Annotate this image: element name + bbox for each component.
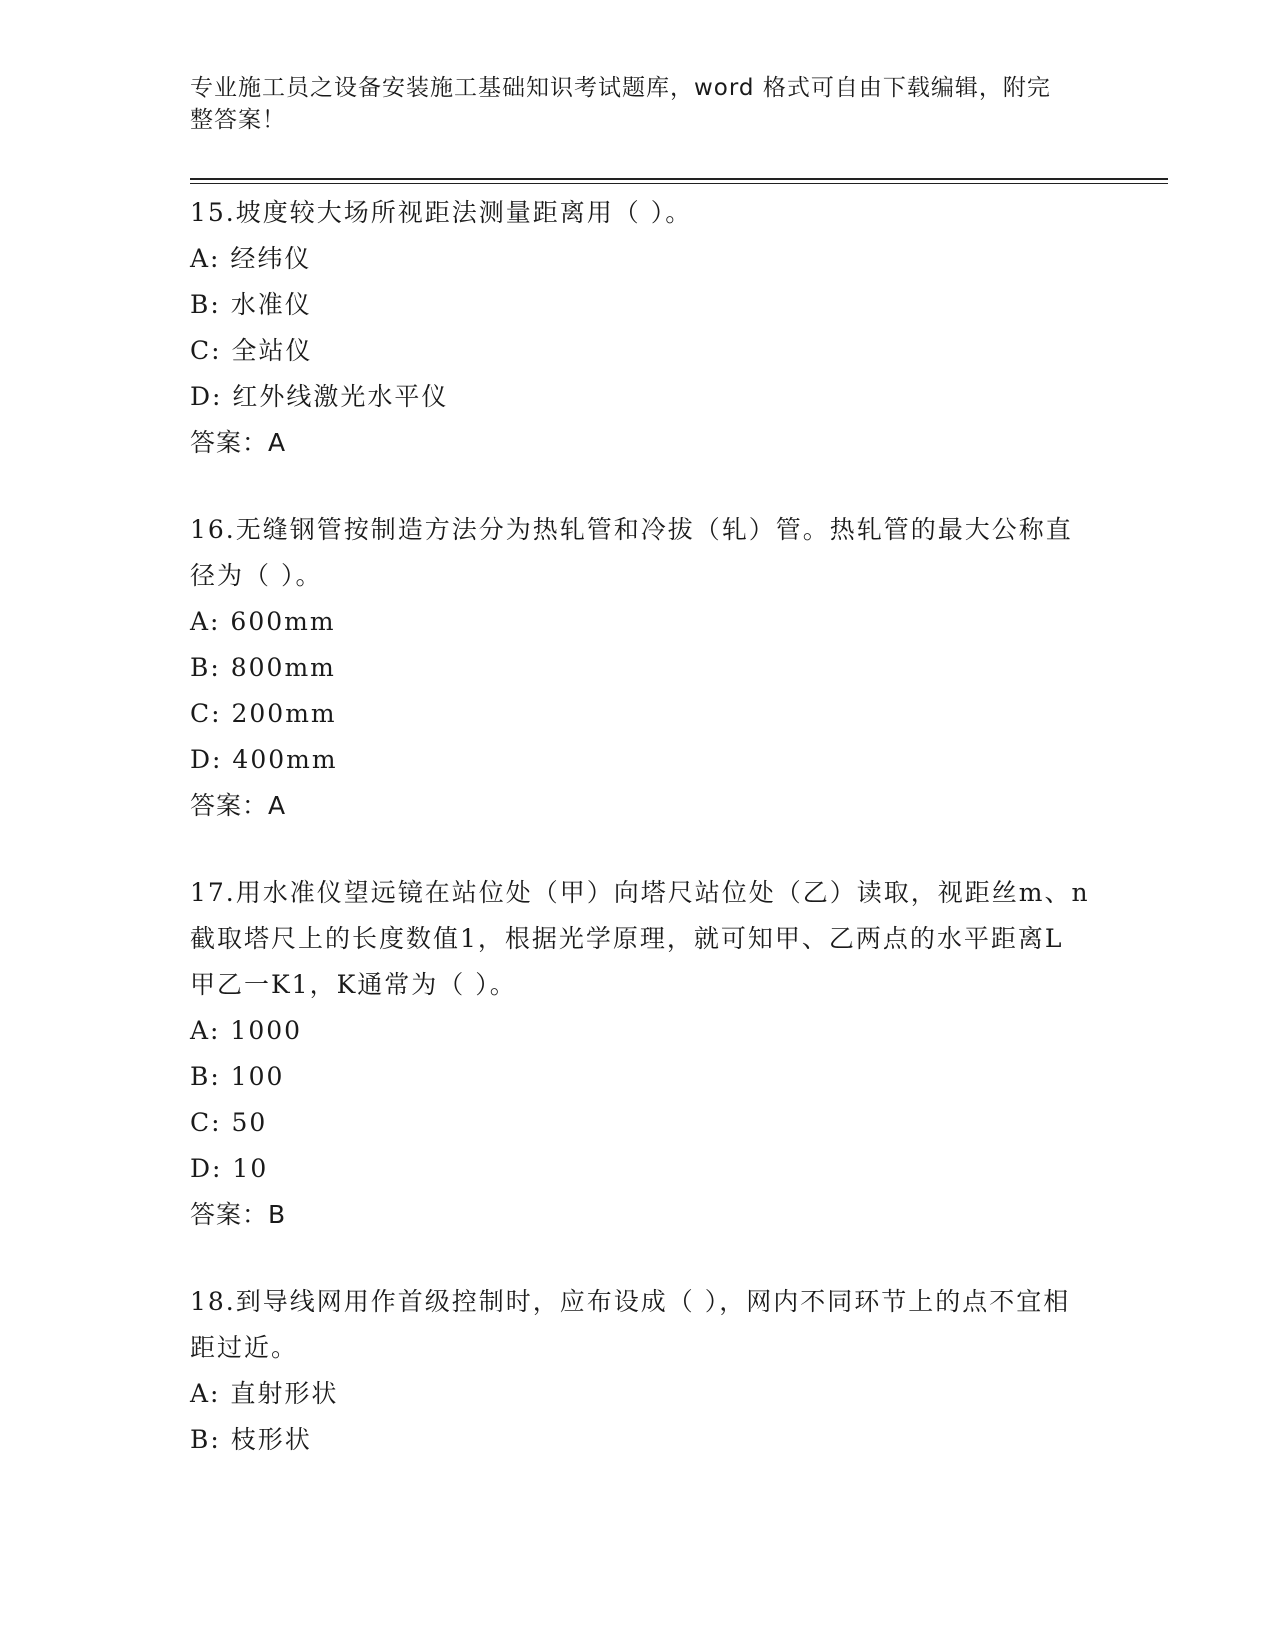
document-header: 专业施工员之设备安装施工基础知识考试题库，word 格式可自由下载编辑，附完整答案！ bbox=[190, 75, 1051, 133]
option-a: A: 直射形状 bbox=[190, 1379, 339, 1408]
option-c: C: 50 bbox=[190, 1108, 268, 1137]
header-rule-thin bbox=[190, 183, 1168, 184]
answer: 答案：A bbox=[190, 791, 287, 820]
question-text: 17.用水准仪望远镜在站位处（甲）向塔尺站位处（乙）读取，视距丝m、n截取塔尺上的长度数值1，根据光学原理，就可知甲、乙两点的水平距离L甲乙一K1，K通常为（ ）。 bbox=[190, 878, 1090, 999]
option-b: B: 枝形状 bbox=[190, 1425, 312, 1454]
question-text: 18.到导线网用作首级控制时，应布设成（ ），网内不同环节上的点不宜相距过近。 bbox=[190, 1287, 1071, 1362]
option-c: C: 200mm bbox=[190, 699, 337, 728]
answer: 答案：B bbox=[190, 1200, 287, 1229]
question-16 bbox=[190, 507, 1090, 829]
option-b: B: 水准仪 bbox=[190, 290, 312, 319]
option-d: D: 10 bbox=[190, 1154, 269, 1183]
option-d: D: 红外线激光水平仪 bbox=[190, 382, 449, 411]
question-text: 16.无缝钢管按制造方法分为热轧管和冷拔（轧）管。热轧管的最大公称直径为（ ）。 bbox=[190, 515, 1073, 590]
option-b: B: 100 bbox=[190, 1062, 285, 1091]
question-17 bbox=[190, 870, 1090, 1238]
option-d: D: 400mm bbox=[190, 745, 338, 774]
question-18 bbox=[190, 1279, 1090, 1463]
question-15 bbox=[190, 190, 1090, 466]
header-rule-thick bbox=[190, 178, 1168, 180]
option-a: A: 600mm bbox=[190, 607, 336, 636]
option-b: B: 800mm bbox=[190, 653, 336, 682]
question-list bbox=[190, 190, 1090, 1504]
option-c: C: 全站仪 bbox=[190, 336, 313, 365]
question-text: 15.坡度较大场所视距法测量距离用（ ）。 bbox=[190, 198, 693, 227]
option-a: A: 经纬仪 bbox=[190, 244, 312, 273]
option-a: A: 1000 bbox=[190, 1016, 303, 1045]
answer: 答案：A bbox=[190, 428, 287, 457]
